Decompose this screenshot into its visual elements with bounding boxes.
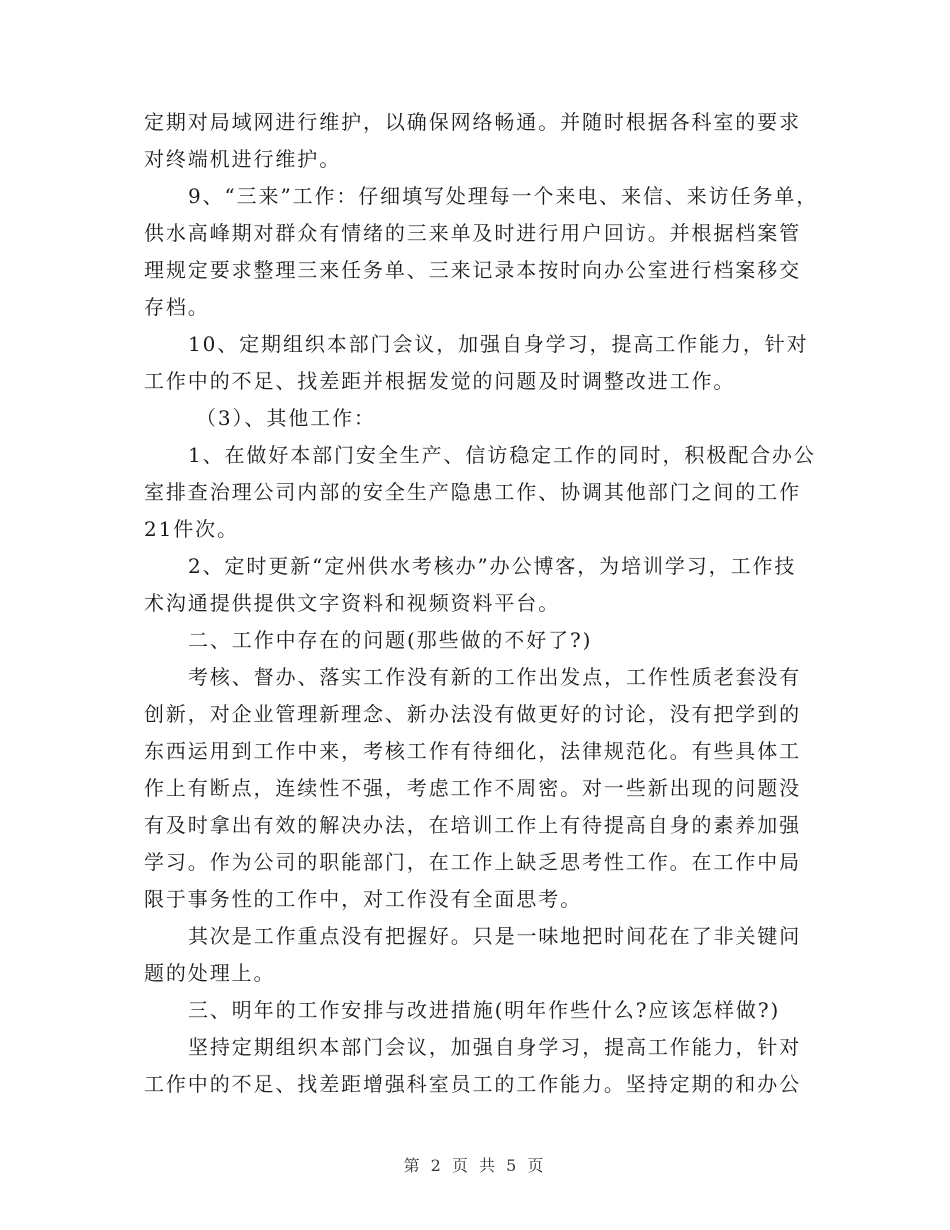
- text-line: 题的处理上。: [144, 961, 276, 985]
- text-line: 室排查治理公司内部的安全生产隐患工作、协调其他部门之间的工作: [144, 480, 801, 504]
- text-line: 2、定时更新“定州供水考核办”办公博客，为培训学习，工作技: [188, 554, 797, 578]
- text-line: 学习。作为公司的职能部门，在工作上缺乏思考性工作。在工作中局: [144, 850, 801, 874]
- section-heading: 三、明年的工作安排与改进措施(明年作些什么?应该怎样做?): [188, 998, 781, 1022]
- text-line: 理规定要求整理三来任务单、三来记录本按时向办公室进行档案移交: [144, 258, 801, 282]
- text-line: 坚持定期组织本部门会议，加强自身学习，提高工作能力，针对: [188, 1035, 802, 1059]
- text-line: 其次是工作重点没有把握好。只是一味地把时间花在了非关键问: [188, 924, 802, 948]
- text-line: 工作中的不足、找差距并根据发觉的问题及时调整改进工作。: [144, 369, 736, 393]
- text-line: 创新，对企业管理新理念、新办法没有做更好的讨论，没有把学到的: [144, 702, 801, 726]
- text-line: 术沟通提供提供文字资料和视频资料平台。: [144, 591, 561, 615]
- text-line: 考核、督办、落实工作没有新的工作出发点，工作性质老套没有: [188, 665, 802, 689]
- text-line: 9、“三来”工作：仔细填写处理每一个来电、来信、来访任务单，: [188, 184, 819, 208]
- text-line: 供水高峰期对群众有情绪的三来单及时进行用户回访。并根据档案管: [144, 221, 801, 245]
- section-heading: 二、工作中存在的问题(那些做的不好了?): [188, 628, 593, 652]
- section-heading: （3）、其他工作：: [196, 406, 376, 430]
- text-line: 定期对局域网进行维护，以确保网络畅通。并随时根据各科室的要求: [144, 110, 801, 134]
- document-body: [144, 104, 819, 1103]
- text-line: 工作中的不足、找差距增强科室员工的工作能力。坚持定期的和办公: [144, 1072, 801, 1096]
- text-line: 10、定期组织本部门会议，加强自身学习，提高工作能力，针对: [188, 332, 809, 356]
- text-line: 限于事务性的工作中，对工作没有全面思考。: [144, 887, 582, 911]
- text-line: 对终端机进行维护。: [144, 147, 342, 171]
- text-line: 1、在做好本部门安全生产、信访稳定工作的同时，积极配合办公: [188, 443, 816, 467]
- text-block: [144, 104, 819, 1103]
- text-line: 21件次。: [144, 517, 239, 541]
- text-line: 东西运用到工作中来，考核工作有待细化，法律规范化。有些具体工: [144, 739, 801, 763]
- page-number-footer: 第 2 页 共 5 页: [403, 1156, 547, 1175]
- text-line: 有及时拿出有效的解决办法，在培训工作上有待提高自身的素养加强: [144, 813, 801, 837]
- text-line: 作上有断点，连续性不强，考虑工作不周密。对一些新出现的问题没: [144, 776, 801, 800]
- text-line: 存档。: [144, 295, 210, 319]
